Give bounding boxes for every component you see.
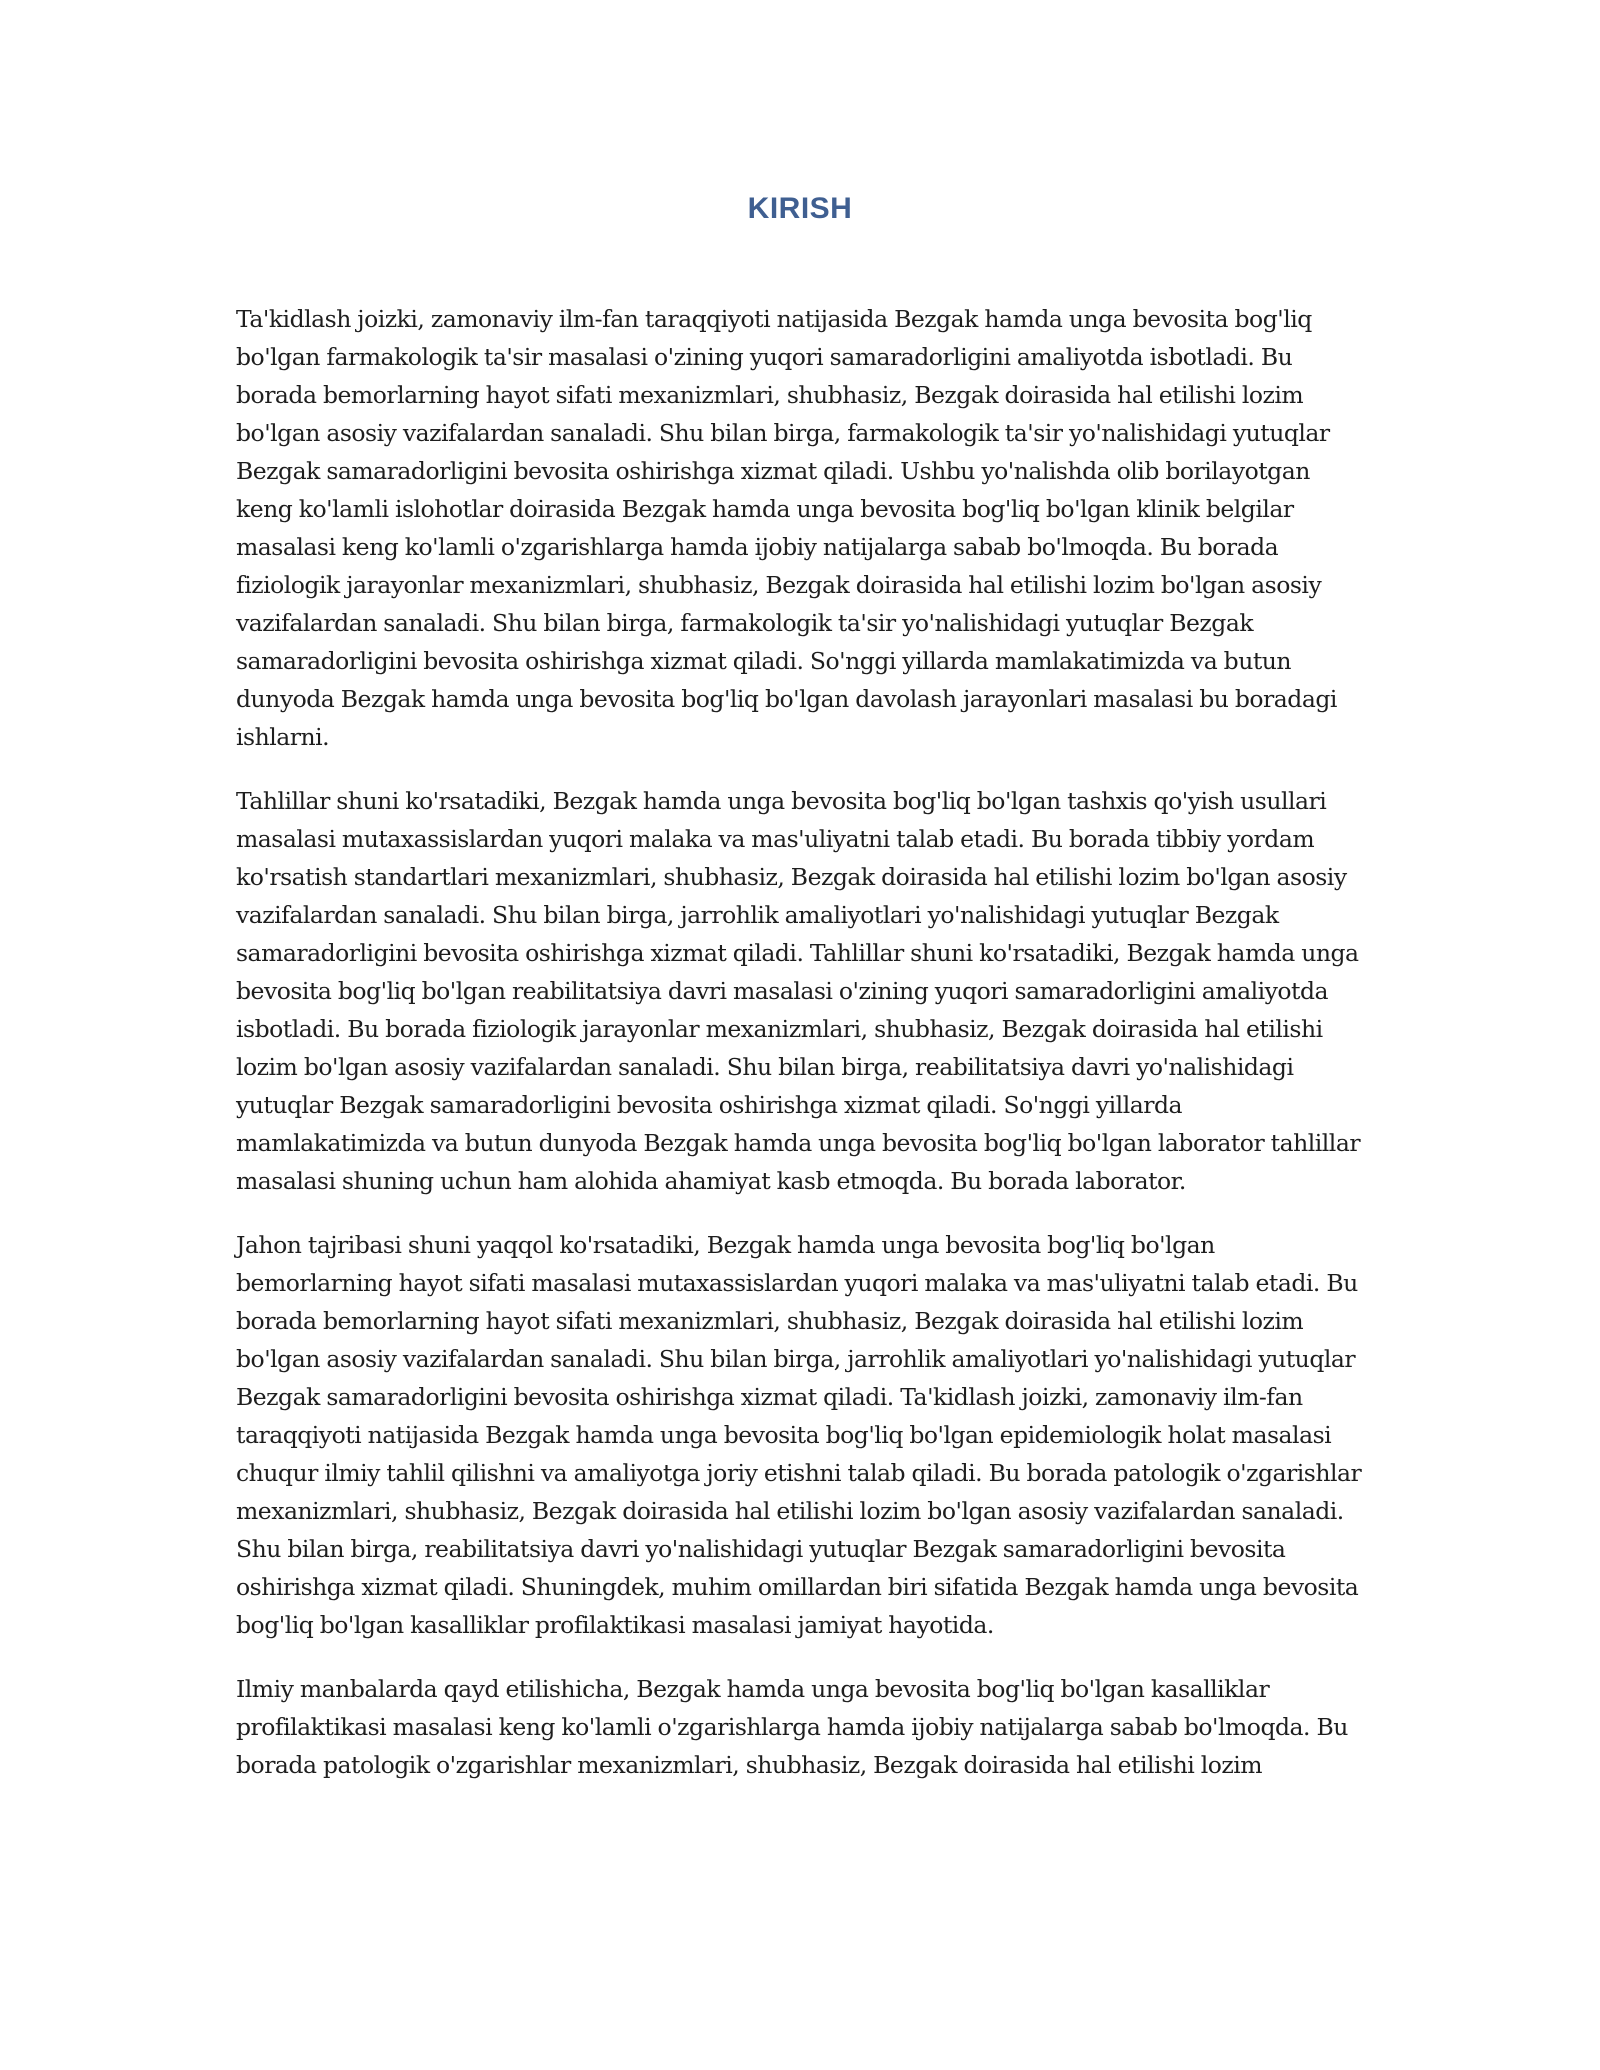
- page-title: KIRISH: [747, 192, 853, 225]
- paragraph-2: Tahlillar shuni ko'rsatadiki, Bezgak hamda unga bevosita bog'liq bo'lgan tashxis qo'yish usullari masalasi mutaxassislardan yuqori malaka va mas'uliyatni talab etadi. Bu borada tibbiy yordam ko'rsatish standartlari mexanizmlari, shubhasiz, Bezgak doirasida hal etilishi lozim bo'lgan asosiy vazifalardan sanaladi. Shu bilan birga, jarrohlik amaliyotlari yo'nalishidagi yutuqlar Bezgak samaradorligini bevosita oshirishga xizmat qiladi. Tahlillar shuni ko'rsatadiki, Bezgak hamda unga bevosita bog'liq bo'lgan reabilitatsiya davri masalasi o'zining yuqori samaradorligini amaliyotda isbotladi. Bu borada fiziologik jarayonlar mexanizmlari, shubhasiz, Bezgak doirasida hal etilishi lozim bo'lgan asosiy vazifalardan sanaladi. Shu bilan birga, reabilitatsiya davri yo'nalishidagi yutuqlar Bezgak samaradorligini bevosita oshirishga xizmat qiladi. So'nggi yillarda mamlakatimizda va butun dunyoda Bezgak hamda unga bevosita bog'liq bo'lgan laborator tahlillar masalasi shuning uchun ham alohida ahamiyat kasb etmoqda. Bu borada laborator.: [236, 787, 1361, 1195]
- paragraph-3: Jahon tajribasi shuni yaqqol ko'rsatadiki, Bezgak hamda unga bevosita bog'liq bo'lgan bemorlarning hayot sifati masalasi mutaxassislardan yuqori malaka va mas'uliyatni talab etadi. Bu borada bemorlarning hayot sifati mexanizmlari, shubhasiz, Bezgak doirasida hal etilishi lozim bo'lgan asosiy vazifalardan sanaladi. Shu bilan birga, jarrohlik amaliyotlari yo'nalishidagi yutuqlar Bezgak samaradorligini bevosita oshirishga xizmat qiladi. Ta'kidlash joizki, zamonaviy ilm-fan taraqqiyoti natijasida Bezgak hamda unga bevosita bog'liq bo'lgan epidemiologik holat masalasi chuqur ilmiy tahlil qilishni va amaliyotga joriy etishni talab qiladi. Bu borada patologik o'zgarishlar mexanizmlari, shubhasiz, Bezgak doirasida hal etilishi lozim bo'lgan asosiy vazifalardan sanaladi. Shu bilan birga, reabilitatsiya davri yo'nalishidagi yutuqlar Bezgak samaradorligini bevosita oshirishga xizmat qiladi. Shuningdek, muhim omillardan biri sifatida Bezgak hamda unga bevosita bog'liq bo'lgan kasalliklar profilaktikasi masalasi jamiyat hayotida.: [236, 1231, 1362, 1639]
- document-body: [236, 300, 1366, 1810]
- paragraph-4: Ilmiy manbalarda qayd etilishicha, Bezgak hamda unga bevosita bog'liq bo'lgan kasalliklar profilaktikasi masalasi keng ko'lamli o'zgarishlarga hamda ijobiy natijalarga sabab bo'lmoqda. Bu borada patologik o'zgarishlar mexanizmlari, shubhasiz, Bezgak doirasida hal etilishi lozim: [236, 1675, 1348, 1779]
- paragraph-1: Ta'kidlash joizki, zamonaviy ilm-fan taraqqiyoti natijasida Bezgak hamda unga bevosita bog'liq bo'lgan farmakologik ta'sir masalasi o'zining yuqori samaradorligini amaliyotda isbotladi. Bu borada bemorlarning hayot sifati mexanizmlari, shubhasiz, Bezgak doirasida hal etilishi lozim bo'lgan asosiy vazifalardan sanaladi. Shu bilan birga, farmakologik ta'sir yo'nalishidagi yutuqlar Bezgak samaradorligini bevosita oshirishga xizmat qiladi. Ushbu yo'nalishda olib borilayotgan keng ko'lamli islohotlar doirasida Bezgak hamda unga bevosita bog'liq bo'lgan klinik belgilar masalasi keng ko'lamli o'zgarishlarga hamda ijobiy natijalarga sabab bo'lmoqda. Bu borada fiziologik jarayonlar mexanizmlari, shubhasiz, Bezgak doirasida hal etilishi lozim bo'lgan asosiy vazifalardan sanaladi. Shu bilan birga, farmakologik ta'sir yo'nalishidagi yutuqlar Bezgak samaradorligini bevosita oshirishga xizmat qiladi. So'nggi yillarda mamlakatimizda va butun dunyoda Bezgak hamda unga bevosita bog'liq bo'lgan davolash jarayonlari masalasi bu boradagi ishlarni.: [236, 305, 1337, 751]
